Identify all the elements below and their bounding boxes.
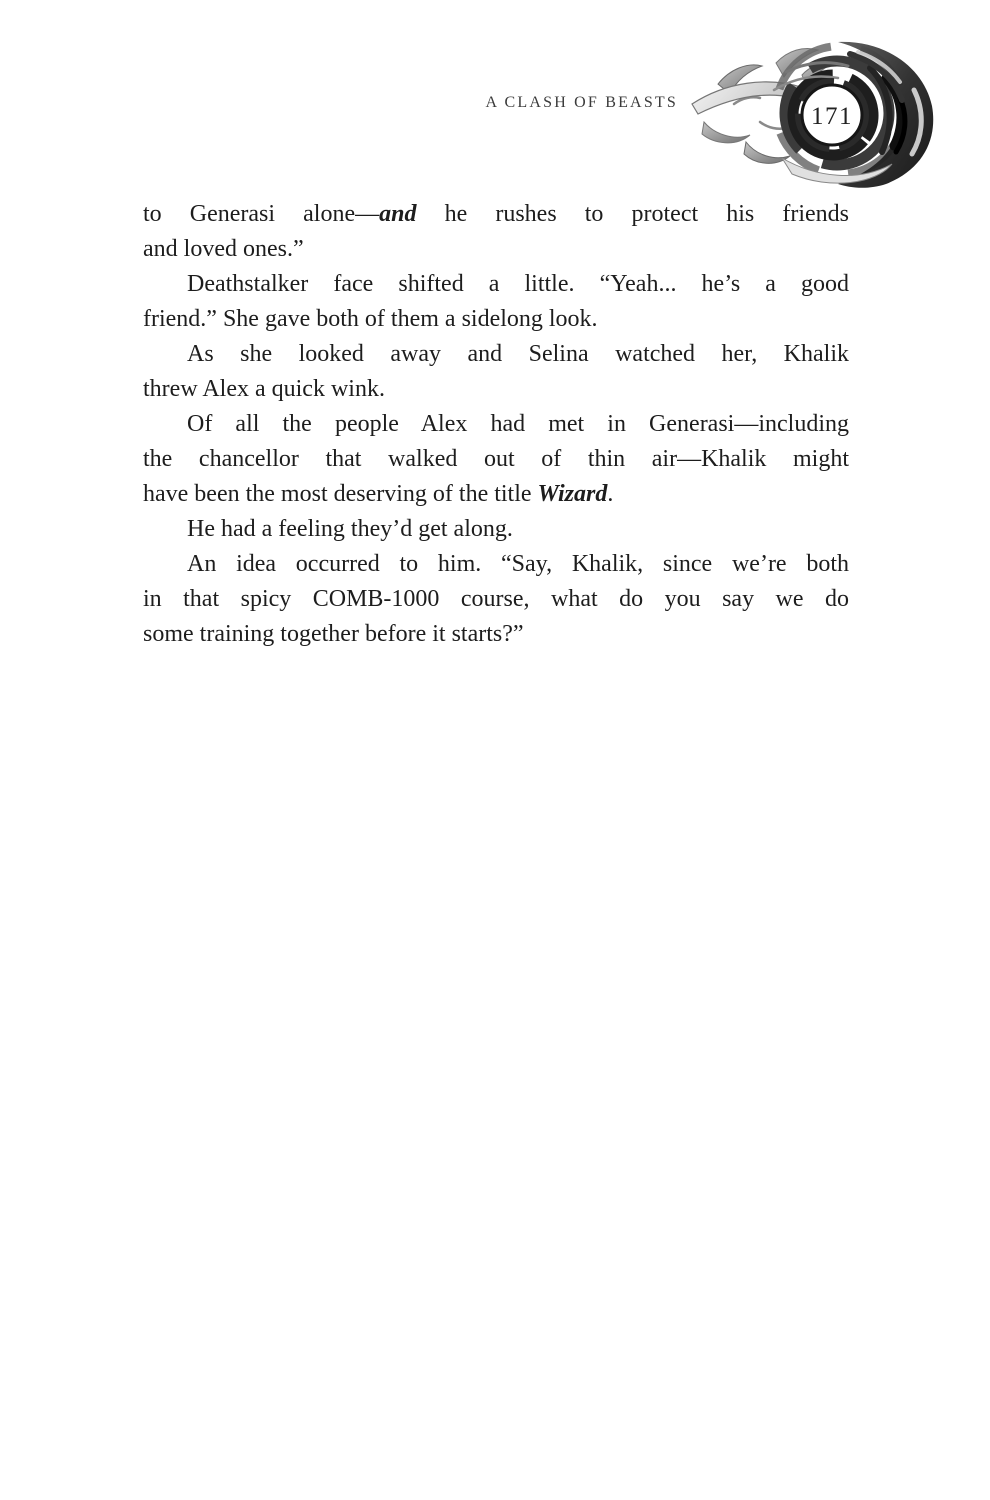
text-run: have been the most deserving of the title — [143, 481, 538, 507]
body-text — [143, 197, 849, 652]
text-run: He had a feeling they’d get along. — [187, 516, 513, 542]
text-line — [143, 547, 849, 582]
text-run: friend.” She gave both of them a sidelong look. — [143, 306, 598, 332]
text-line — [143, 302, 849, 337]
text-line — [143, 197, 849, 232]
running-header — [0, 94, 678, 112]
text-run: Deathstalker face shifted a little. “Yeah... he’s a good — [187, 271, 849, 297]
text-run-italic: Wizard — [537, 481, 608, 507]
text-line — [143, 232, 849, 267]
text-run: in that spicy COMB-1000 course, what do you say we do — [143, 586, 849, 612]
vortex-illustration — [690, 38, 948, 192]
page-ornament — [690, 38, 948, 192]
text-line — [143, 442, 849, 477]
text-run: threw Alex a quick wink. — [143, 376, 385, 402]
text-run-italic: and — [379, 201, 417, 227]
text-line — [143, 267, 849, 302]
text-run: some training together before it starts?” — [143, 621, 524, 647]
text-run: . — [607, 481, 614, 507]
text-line — [143, 582, 849, 617]
text-line — [143, 512, 849, 547]
chapter-title: A CLASH OF BEASTS — [485, 94, 678, 111]
page-number: 171 — [811, 103, 853, 130]
text-line — [143, 372, 849, 407]
text-run: and loved ones.” — [143, 236, 304, 262]
text-run: An idea occurred to him. “Say, Khalik, since we’re both — [187, 551, 849, 577]
text-run: he rushes to protect his friends — [416, 201, 849, 227]
text-run: Of all the people Alex had met in Generasi—including — [187, 411, 849, 437]
text-run: the chancellor that walked out of thin air—Khalik might — [143, 446, 849, 472]
text-line — [143, 337, 849, 372]
text-line — [143, 407, 849, 442]
text-line — [143, 477, 849, 512]
text-run: to Generasi alone— — [143, 201, 380, 227]
text-run: As she looked away and Selina watched her, Khalik — [187, 341, 849, 367]
text-line — [143, 617, 849, 652]
